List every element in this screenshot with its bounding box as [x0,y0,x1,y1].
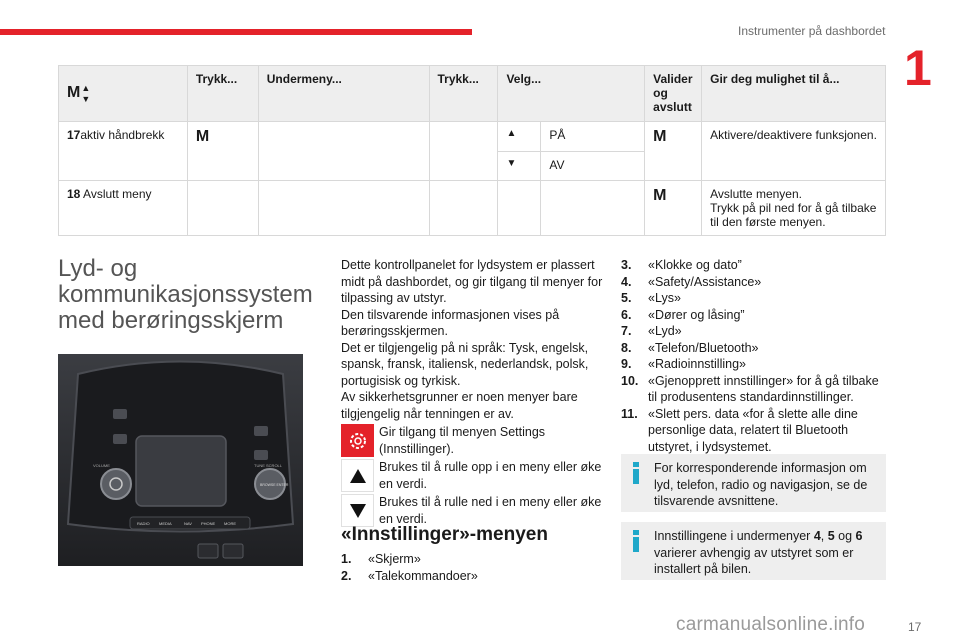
header-submenu: Undermeny... [258,66,429,122]
intro-paragraph: Av sikkerhetsgrunner er noen menyer bare tilgjengelig når tenningen er av. [341,390,578,421]
page-number: 17 [908,620,922,634]
intro-paragraph: Det er tilgjengelig på ni språk: Tysk, engelsk, spansk, fransk, italiensk, nederlandsk, polsk, portugisisk og tyrkisk. [341,340,589,388]
list-item: 10. «Gjenopprett innstillinger» for å gå tilbake til produsentens standardinnstillinger. [621,373,879,404]
controls-table [58,65,886,236]
list-item: 4. «Safety/Assistance» [621,274,762,289]
section-title: Lyd- og kommunikasjonssystem med berøringsskjerm [58,255,313,334]
header-validate: Valider og avslutt [645,66,702,122]
panel-label-phone: PHONE [201,521,216,526]
intro-paragraph: Den tilsvarende informasjonen vises på berøringsskjermen. [341,307,560,338]
panel-label-media: MEDIA [159,521,172,526]
arrow-down-icon: ▼ [498,152,541,181]
audio-panel-illustration [58,354,303,566]
settings-row [341,424,603,457]
table-header-row [59,66,886,122]
panel-button [113,409,127,419]
settings-menu-list-2 [621,257,886,455]
choice-on: PÅ [541,122,645,152]
intro-paragraph: Dette kontrollpanelet for lydsystem er plassert midt på dashbordet, og gir tilgang til menyer for tilpassing av utstyr. [341,258,603,305]
info-text: Innstillingene i undermenyer 4, 5 og 6 varierer avhengig av utstyret som er installert på bilen. [654,529,863,576]
intro-text [341,257,603,527]
choice-off: AV [541,152,645,181]
volume-label: VOLUME [93,463,110,468]
audio-panel-photo [58,354,303,566]
list-item: 1. «Skjerm» [341,552,421,566]
panel-label-radio: RADIO [137,521,150,526]
row18-result: Avslutte menyen. Trykk på pil ned for å gå tilbake til den første menyen. [702,181,886,236]
scroll-up-row [341,459,603,492]
panel-button [113,434,127,444]
list-item: 8. «Telefon/Bluetooth» [621,340,759,355]
row17-press: M [187,122,258,181]
header-press-2: Trykk... [429,66,498,122]
list-item: 9. «Radioinnstilling» [621,357,746,371]
info-text: For korresponderende informasjon om lyd, telefon, radio og navigasjon, se de tilsvarende avsnittene. [654,461,868,508]
row18-label: 18 Avslutt meny [59,181,188,236]
chapter-number: 1 [904,40,932,96]
info-box [621,522,886,580]
m-button-header: M▲ ▼ [59,66,188,122]
panel-label-nav: NAV [184,521,192,526]
triangle-up-icon [341,459,374,492]
top-accent-bar [0,29,472,35]
settings-gear-icon [341,424,374,457]
header-result: Gir deg mulighet til å... [702,66,886,122]
row18-validate: M [645,181,702,236]
triangle-down-icon [341,494,374,527]
settings-menu-title: «Innstillinger»-menyen [341,524,548,545]
table-row [59,181,886,236]
arrow-up-icon: ▲ [498,122,541,152]
row17-label: 17aktiv håndbrekk [59,122,188,181]
list-item: 11. «Slett pers. data «for å slette alle dine personlige data, relatert til Bluetooth utstyret, i lydsystemet. [621,406,858,454]
touchscreen [136,436,226,506]
row17-validate: M [645,122,702,181]
info-box [621,454,886,512]
panel-button [254,426,268,436]
watermark: carmanualsonline.info [676,614,866,635]
info-icon [631,462,641,482]
row17-result: Aktivere/deaktivere funksjonen. [702,122,886,181]
list-item: 7. «Lyd» [621,324,682,338]
list-item: 3. «Klokke og dato” [621,258,742,272]
panel-button [254,450,268,460]
settings-description: Gir tilgang til menyen Settings (Innstillinger). [379,425,546,456]
up-down-arrows-icon: ▲ ▼ [81,82,91,104]
scroll-down-description: Brukes til å rulle ned i en meny eller øke en verdi. [379,495,602,526]
table-row [59,122,886,152]
volume-knob [101,469,131,499]
section-header: Instrumenter på dashbordet [738,24,886,38]
browse-label: BROWSE ENTER [260,483,289,487]
scroll-up-description: Brukes til å rulle opp i en meny eller øke en verdi. [379,460,602,491]
tune-label: TUNE SCROLL [254,463,283,468]
list-item: 6. «Dører og låsing” [621,307,745,322]
header-press: Trykk... [187,66,258,122]
header-select: Velg... [498,66,645,122]
panel-label-more: MORE [224,521,236,526]
list-item: 5. «Lys» [621,291,681,305]
list-item: 2. «Talekommandoer» [341,568,478,583]
scroll-down-row [341,494,603,527]
info-icon [631,530,641,550]
settings-menu-list-1 [341,551,603,584]
